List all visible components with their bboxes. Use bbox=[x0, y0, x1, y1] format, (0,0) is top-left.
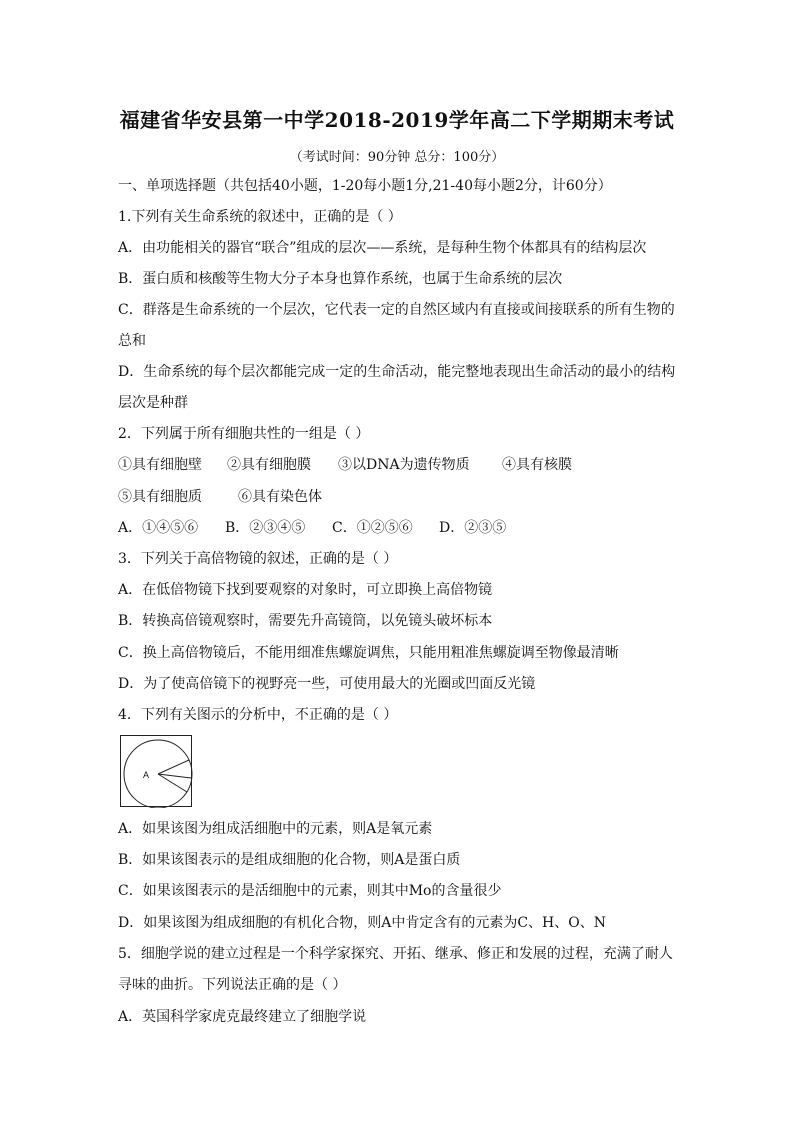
q2-item: ④具有核膜 bbox=[502, 457, 572, 473]
q2-options bbox=[118, 519, 688, 537]
q5-option-a: A．英国科学家虎克最终建立了细胞学说 bbox=[118, 1009, 367, 1025]
q4-option-a: A．如果该图为组成活细胞中的元素，则A是氧元素 bbox=[118, 821, 433, 837]
q1-option-b: B．蛋白质和核酸等生物大分子本身也算作系统，也属于生命系统的层次 bbox=[118, 271, 563, 287]
q2-option: A．①④⑤⑥ bbox=[118, 520, 199, 536]
q1-option-c-line1: C．群落是生命系统的一个层次，它代表一定的自然区域内有直接或间接联系的所有生物的 bbox=[118, 302, 675, 318]
q4-stem: 4．下列有关图示的分析中，不正确的是（ ） bbox=[118, 707, 398, 723]
pie-figure-svg bbox=[121, 736, 193, 808]
q2-option: D．②③⑤ bbox=[439, 520, 507, 536]
q2-stem: 2．下列属于所有细胞共性的一组是（ ） bbox=[118, 426, 370, 442]
q5-stem-line2: 寻味的曲折。下列说法正确的是（ ） bbox=[118, 977, 347, 993]
q4-option-b: B．如果该图表示的是组成细胞的化合物，则A是蛋白质 bbox=[118, 852, 461, 868]
pie-label-a: A bbox=[143, 770, 150, 780]
q1-option-c-line2: 总和 bbox=[118, 333, 146, 349]
q1-option-d-line1: D．生命系统的每个层次都能完成一定的生命活动，能完整地表现出生命活动的最小的结构 bbox=[118, 364, 676, 380]
exam-title: 福建省华安县第一中学2018-2019学年高二下学期期末考试 bbox=[119, 108, 675, 132]
q1-stem: 1.下列有关生命系统的叙述中，正确的是（ ） bbox=[118, 209, 402, 225]
q3-option-b: B．转换高倍镜观察时，需要先升高镜筒，以免镜头破坏标本 bbox=[118, 613, 493, 629]
q2-item: ①具有细胞壁 bbox=[118, 457, 202, 473]
pie-sector-line bbox=[158, 760, 189, 774]
q4-option-c: C．如果该图表示的是活细胞中的元素，则其中Mo的含量很少 bbox=[118, 883, 502, 899]
q1-option-a: A．由功能相关的器官“联合”组成的层次——系统，是每种生物个体都具有的结构层次 bbox=[118, 240, 647, 256]
q2-item: ③以DNA为遗传物质 bbox=[338, 457, 470, 473]
q3-stem: 3．下列关于高倍物镜的叙述，正确的是（ ） bbox=[118, 551, 398, 567]
q2-items-row2 bbox=[118, 488, 688, 506]
q4-option-d: D．如果该图为组成细胞的有机化合物，则A中肯定含有的元素为C、H、O、N bbox=[118, 915, 606, 931]
q2-option: C．①②⑤⑥ bbox=[332, 520, 413, 536]
section-header: 一、单项选择题（共包括40小题，1-20每小题1分,21-40每小题2分，计60分） bbox=[118, 178, 612, 194]
q2-items-row1 bbox=[118, 456, 688, 474]
exam-subtitle: （考试时间：90分钟 总分：100分） bbox=[289, 150, 505, 165]
q2-item: ⑤具有细胞质 bbox=[118, 489, 202, 505]
q2-item: ⑥具有染色体 bbox=[238, 489, 322, 505]
q3-option-a: A．在低倍物镜下找到要观察的对象时，可立即换上高倍物镜 bbox=[118, 582, 493, 598]
pie-figure bbox=[120, 735, 192, 807]
q2-item: ②具有细胞膜 bbox=[227, 457, 311, 473]
q3-option-d: D．为了使高倍镜下的视野亮一些，可使用最大的光圈或凹面反光镜 bbox=[118, 676, 536, 692]
q3-option-c: C．换上高倍物镜后，不能用细准焦螺旋调焦，只能用粗准焦螺旋调至物像最清晰 bbox=[118, 645, 619, 661]
q5-stem-line1: 5．细胞学说的建立过程是一个科学家探究、开拓、继承、修正和发展的过程，充满了耐人 bbox=[118, 946, 673, 962]
q1-option-d-line2: 层次是种群 bbox=[118, 395, 188, 411]
q2-option: B．②③④⑤ bbox=[225, 520, 306, 536]
